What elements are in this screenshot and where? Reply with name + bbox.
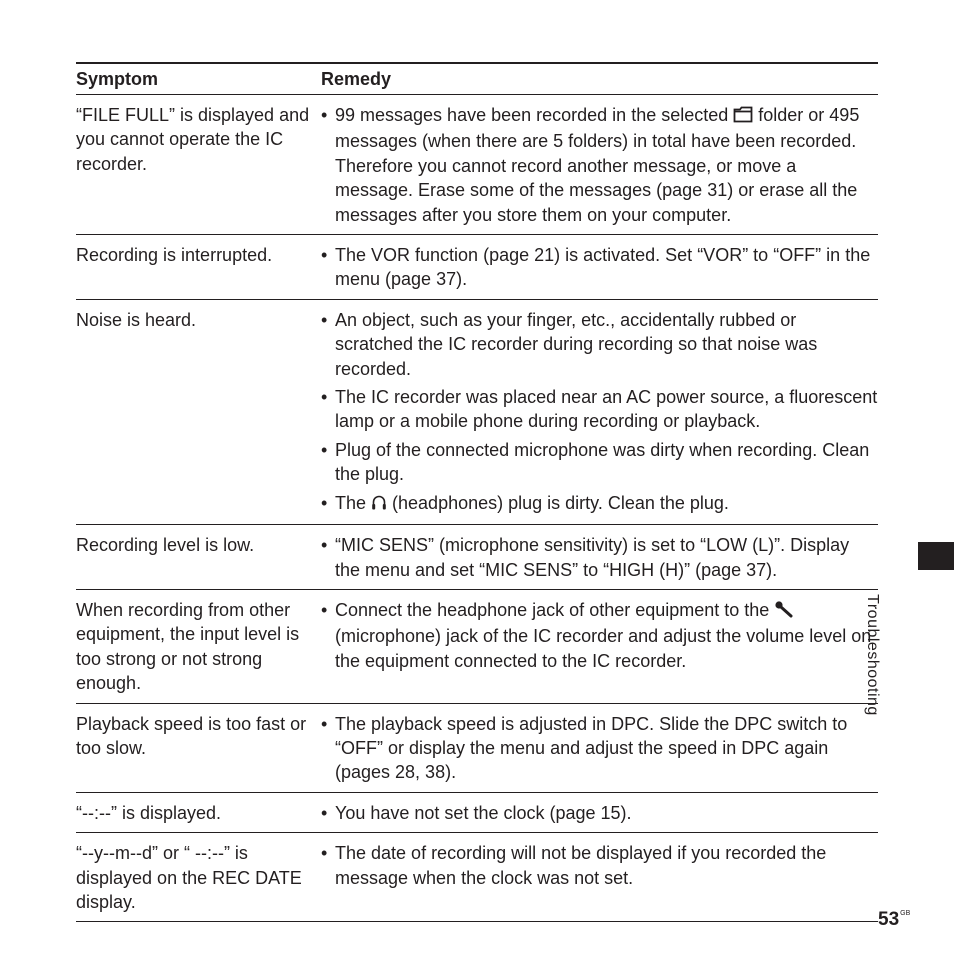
remedy-cell [321,712,878,785]
remedy-item [321,243,878,292]
headphones-icon [371,493,387,517]
remedy-text: Plug of the connected microphone was dirty when recording. Clean the plug. [335,439,870,485]
bullet: • [321,802,328,823]
remedy-text: The playback speed is adjusted in DPC. Slide the DPC switch to “OFF” or display the menu and adjust the speed in DPC again (pages 28, 38). [335,713,848,783]
symptom-cell: When recording from other equipment, the input level is too strong or not strong enough. [76,599,300,694]
remedy-item [321,533,878,582]
remedy-cell [321,598,878,696]
symptom-cell: “FILE FULL” is displayed and you cannot operate the IC recorder. [76,105,310,174]
bullet: • [321,387,328,408]
remedy-item [321,801,878,825]
remedy-text: An object, such as your finger, etc., accidentally rubbed or scratched the IC recorder during recording so that noise was recorded. [335,309,818,379]
table-body [76,95,878,922]
remedy-text: 99 messages have been recorded in the selected [335,105,734,125]
bullet: • [321,309,328,330]
remedy-text: The IC recorder was placed near an AC power source, a fluorescent lamp or a mobile phone during recording or playback. [335,387,878,432]
remedy-text: The [335,492,372,513]
remedy-text: (microphone) jack of the IC recorder and adjust the volume level on the equipment connected to the IC recorder. [335,626,872,671]
section-tab-marker [918,542,954,570]
folder-icon [733,105,753,129]
remedy-text: (headphones) plug is dirty. Clean the plug. [387,492,729,513]
page-number [878,909,910,931]
header-symptom: Symptom [76,68,159,89]
remedy-cell [321,841,878,914]
remedy-item [321,841,878,890]
remedy-item [321,712,878,785]
remedy-cell [321,103,878,227]
symptom-cell: “--:--” is displayed. [76,802,222,823]
remedy-cell [321,533,878,582]
bullet: • [321,439,328,460]
table-row [76,95,878,235]
page-number-value: 53 [878,909,900,930]
remedy-text: You have not set the clock (page 15). [335,802,632,823]
remedy-item [321,438,878,487]
table-row [76,793,878,833]
troubleshooting-table [76,62,878,922]
microphone-icon [774,600,794,624]
bullet: • [321,843,328,864]
page-number-suffix: GB [900,910,911,917]
header-remedy: Remedy [321,68,392,89]
table-row [76,525,878,590]
remedy-item [321,103,878,227]
table-row [76,833,878,922]
symptom-cell: “--y--m--d” or “ --:--” is displayed on the REC DATE display. [76,843,302,912]
table-header [76,64,878,95]
bullet: • [321,713,328,734]
symptom-cell: Playback speed is too fast or too slow. [76,713,307,758]
remedy-text: Connect the headphone jack of other equipment to the [335,599,775,620]
remedy-cell [321,243,878,292]
remedy-cell [321,801,878,825]
table-row [76,704,878,793]
table-row [76,235,878,300]
table-row [76,590,878,704]
bullet: • [321,492,328,513]
remedy-item [321,491,878,517]
remedy-item [321,385,878,434]
bullet: • [321,105,328,125]
symptom-cell: Noise is heard. [76,309,197,330]
remedy-item [321,308,878,381]
bullet: • [321,245,328,266]
section-label: Troubleshooting [864,594,881,716]
remedy-text: The date of recording will not be displayed if you recorded the message when the clock was not set. [335,843,827,888]
symptom-cell: Recording is interrupted. [76,245,273,266]
bullet: • [321,599,328,620]
symptom-cell: Recording level is low. [76,535,255,556]
table-row [76,300,878,525]
remedy-cell [321,308,878,517]
bullet: • [321,535,328,556]
remedy-item [321,598,878,673]
remedy-text: “MIC SENS” (microphone sensitivity) is set to “LOW (L)”. Display the menu and set “MIC SENS” to “HIGH (H)” (page 37). [335,535,850,580]
remedy-text: The VOR function (page 21) is activated. Set “VOR” to “OFF” in the menu (page 37). [335,245,871,290]
remedy-text: folder or 495 messages (when there are 5 folders) in total have been recorded. Therefore you cannot record another message, or move a message. Erase some of the messages (page 31) or erase all the messages after you store them on your computer. [335,105,860,225]
